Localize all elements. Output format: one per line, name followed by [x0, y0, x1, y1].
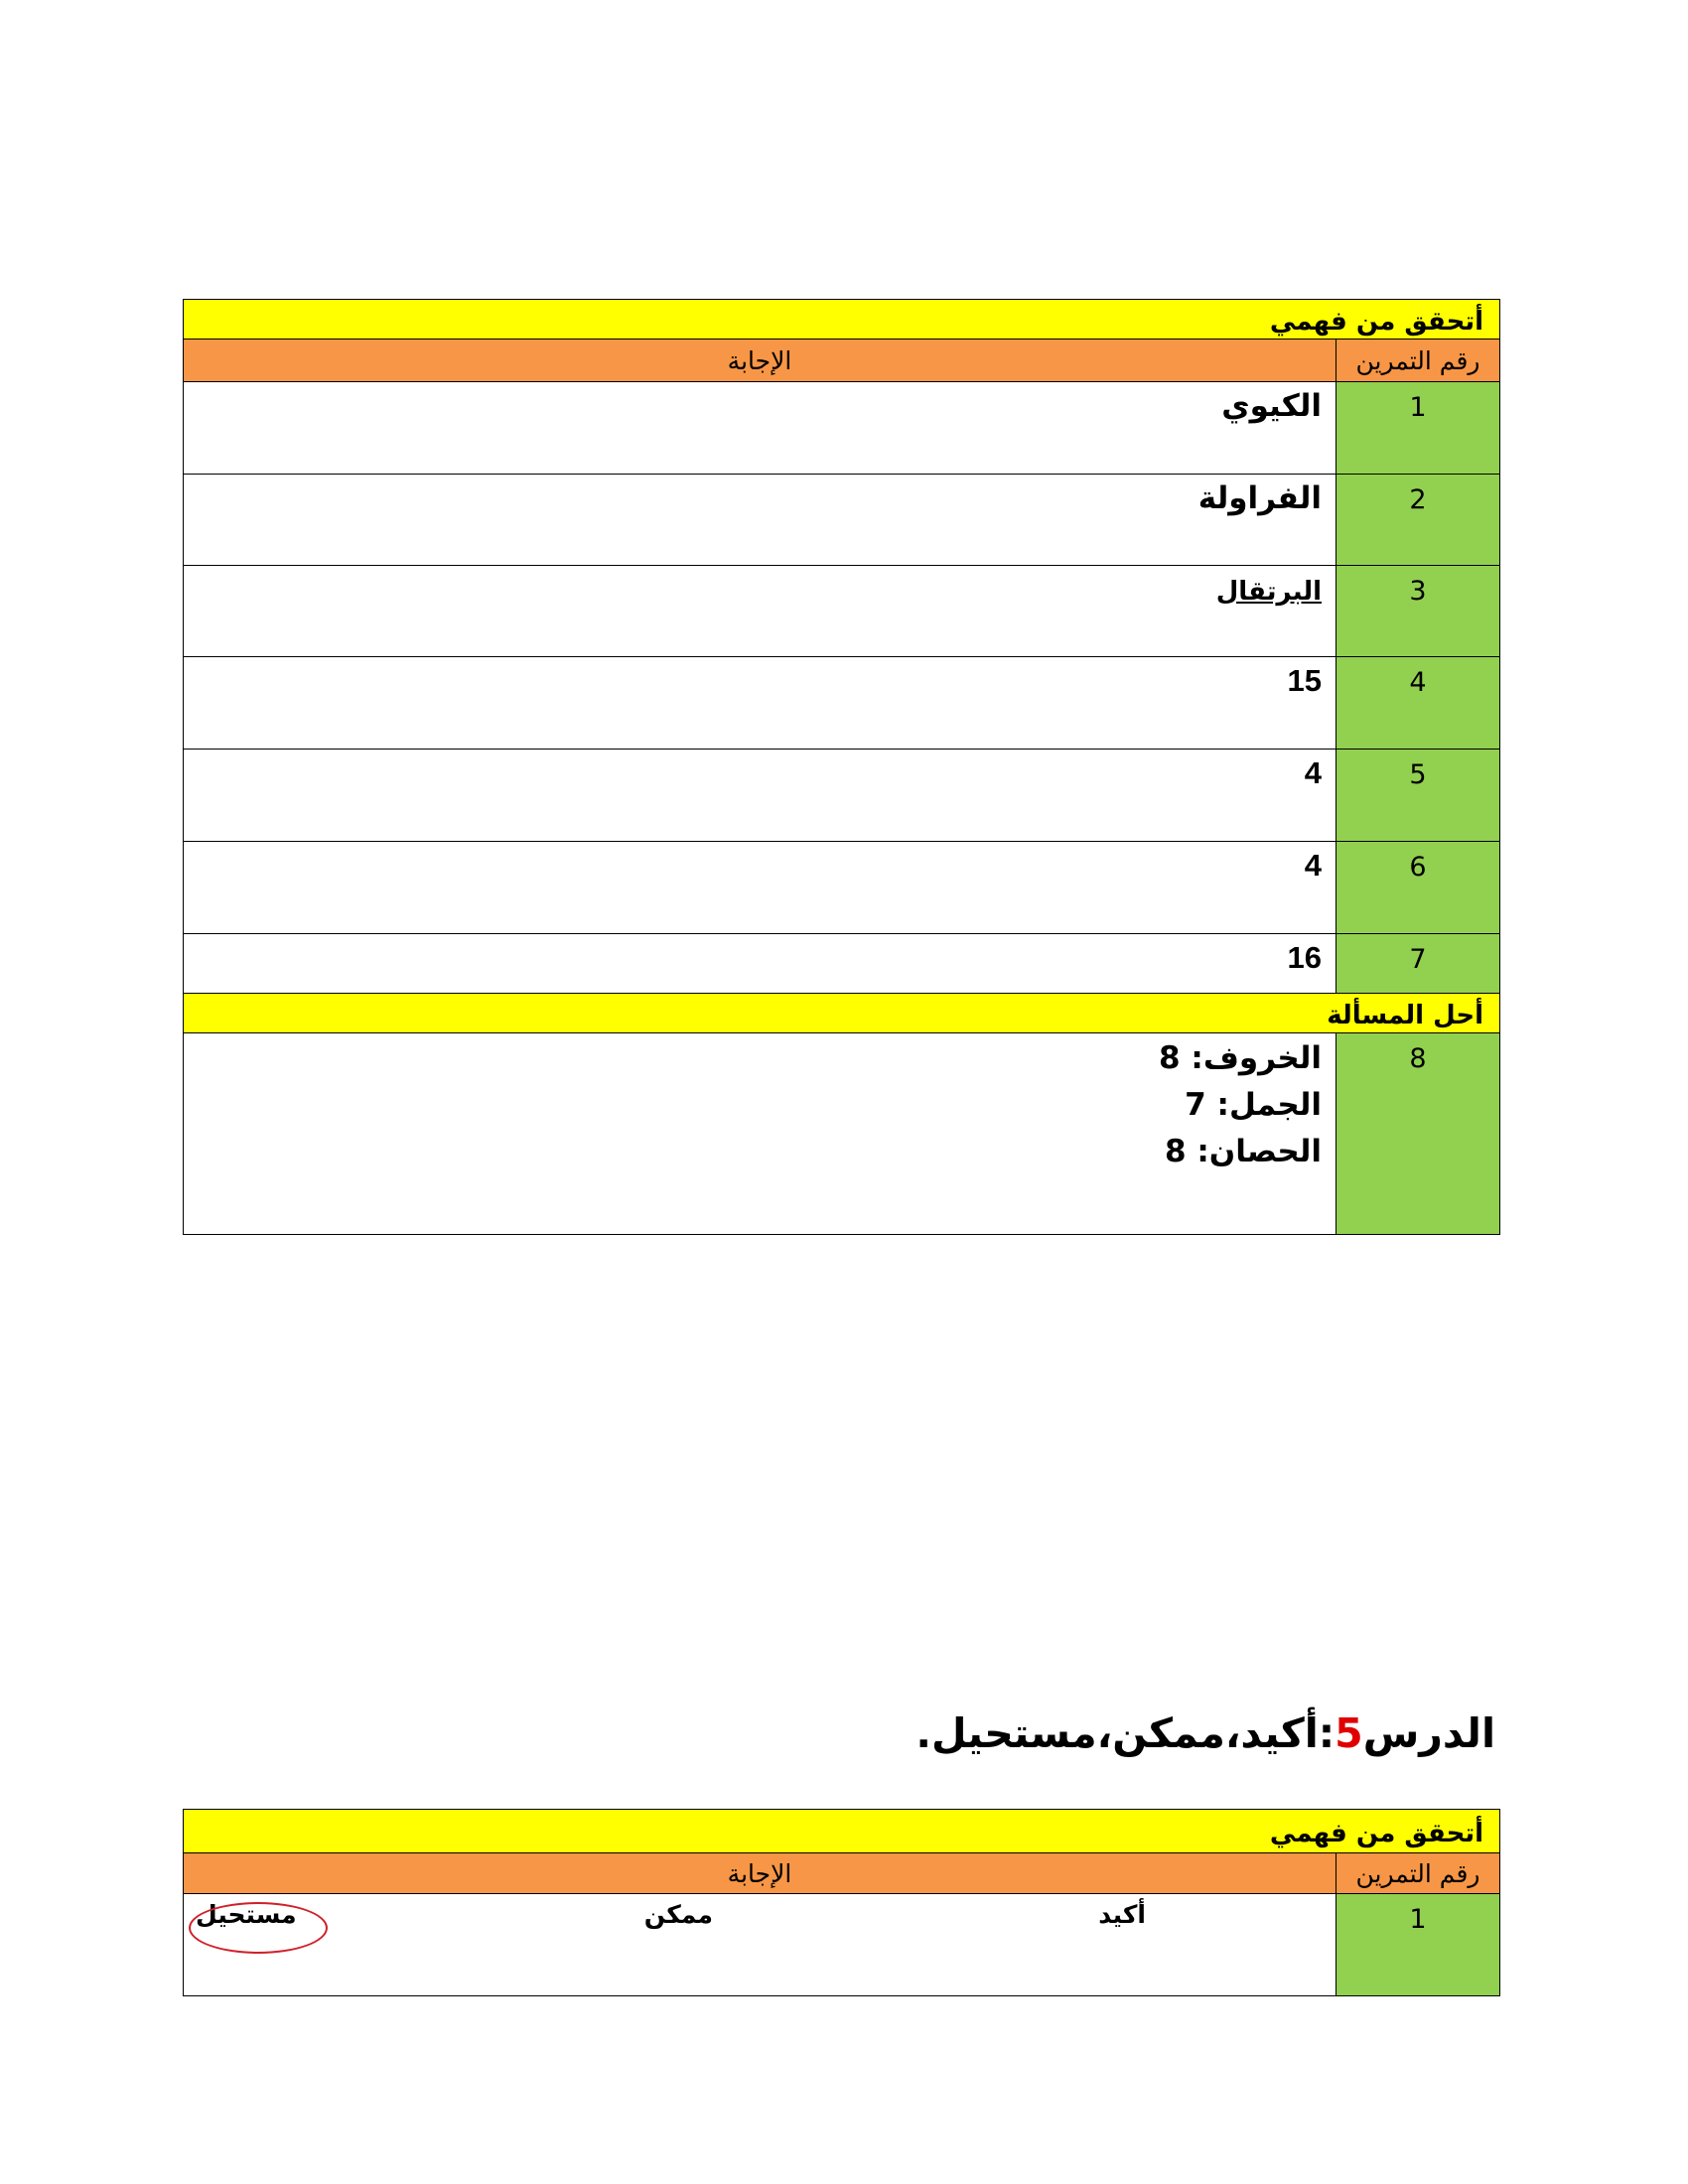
- header-answer: الإجابة: [184, 1853, 1336, 1894]
- section-title-check-understanding: أتحقق من فهمي: [184, 300, 1500, 340]
- exercise-number: 4: [1336, 657, 1500, 750]
- answers-table-2: [183, 1809, 1500, 1996]
- answer-line-horse: الحصان: 8: [1164, 1134, 1322, 1169]
- table-row: [184, 382, 1500, 475]
- exercise-number: 5: [1336, 750, 1500, 842]
- exercise-number: 2: [1336, 475, 1500, 566]
- exercise-number: 7: [1336, 934, 1500, 994]
- lesson-prefix: الدرس: [1362, 1709, 1495, 1757]
- exercise-number: 6: [1336, 842, 1500, 934]
- answer-cell: الفراولة: [184, 475, 1336, 566]
- answer-line-camel: الجمل: 7: [1185, 1087, 1322, 1123]
- table-row: [184, 566, 1500, 657]
- answer-cell: الكيوي: [184, 382, 1336, 475]
- answer-cell: [184, 566, 1336, 657]
- choice-certain: أكيد: [1098, 1900, 1146, 1929]
- lesson-number: 5: [1335, 1709, 1363, 1757]
- choice-possible: ممكن: [643, 1900, 713, 1929]
- section-title-check-understanding: أتحقق من فهمي: [184, 1810, 1500, 1853]
- answers-table-1: [183, 299, 1500, 1235]
- answer-cell: 4: [184, 750, 1336, 842]
- exercise-number: 1: [1336, 382, 1500, 475]
- answer-cell: 16: [184, 934, 1336, 994]
- header-answer: الإجابة: [184, 340, 1336, 382]
- choice-impossible: مستحيل: [196, 1900, 297, 1929]
- table-row: [184, 1894, 1500, 1996]
- answer-cell: 15: [184, 657, 1336, 750]
- exercise-number: 3: [1336, 566, 1500, 657]
- table-row: [184, 750, 1500, 842]
- header-exercise-number: رقم التمرين: [1336, 340, 1500, 382]
- lesson-title: [915, 1709, 1495, 1757]
- underlined-answer: البرتقال: [1215, 577, 1322, 607]
- table-row: [184, 657, 1500, 750]
- lesson-name: :أكيد،ممكن،مستحيل.: [915, 1709, 1336, 1757]
- table-row: [184, 475, 1500, 566]
- choices-row: [184, 1894, 1336, 1983]
- choices-cell: [184, 1894, 1336, 1996]
- answer-line-sheep: الخروف: 8: [1159, 1040, 1322, 1076]
- header-exercise-number: رقم التمرين: [1336, 1853, 1500, 1894]
- section-title-solve-problem: أحل المسألة: [184, 994, 1500, 1033]
- table-row: [184, 1033, 1500, 1235]
- circle-mark: [189, 1902, 328, 1954]
- exercise-number: 1: [1336, 1894, 1500, 1996]
- problem-answer-cell: [184, 1033, 1336, 1235]
- table-row: [184, 842, 1500, 934]
- answer-cell: 4: [184, 842, 1336, 934]
- exercise-number: 8: [1336, 1033, 1500, 1235]
- table-row: [184, 934, 1500, 994]
